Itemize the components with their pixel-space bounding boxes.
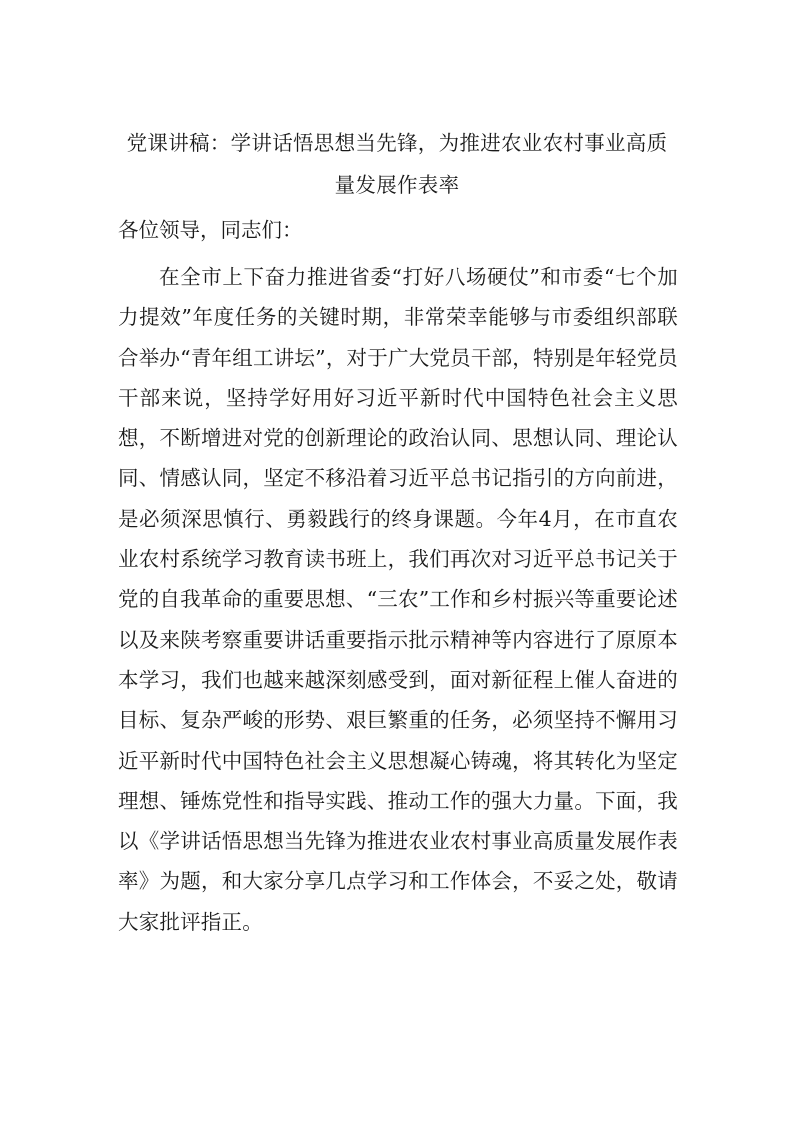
salutation: 各位领导，同志们：	[118, 218, 303, 242]
body-paragraph: 在全市上下奋力推进省委“打好八场硬仗”和市委“七个加力提效”年度任务的关键时期，非常荣幸能够与市委组织部联合举办“青年组工讲坛”，对于广大党员干部，特别是年轻党员干部来说，坚持学好用好习近平新时代中国特色社会主义思想，不断增进对党的创新理论的政治认同、思想认同、理论认同、情感认同，坚定不移沿着习近平总书记指引的方向前进，是必须深思慎行、勇毅践行的终身课题。今年4月，在市直农业农村系统学习教育读书班上，我们再次对习近平总书记关于党的自我革命的重要思想、“三农”工作和乡村振兴等重要论述以及来陕考察重要讲话重要指示批示精神等内容进行了原原本本学习，我们也越来越深刻感受到，面对新征程上催人奋进的目标、复杂严峻的形势、艰巨繁重的任务，必须坚持不懈用习近平新时代中国特色社会主义思想凝心铸魂，将其转化为坚定理想、锤炼党性和指导实践、推动工作的强大力量。下面，我以《学讲话悟思想当先锋为推进农业农村事业高质量发展作表率》为题，和大家分享几点学习和工作体会，不妥之处，敬请大家批评指正。	[118, 265, 678, 934]
document-title: 党课讲稿：学讲话悟思想当先锋，为推进农业农村事业高质量发展作表率	[126, 131, 668, 197]
